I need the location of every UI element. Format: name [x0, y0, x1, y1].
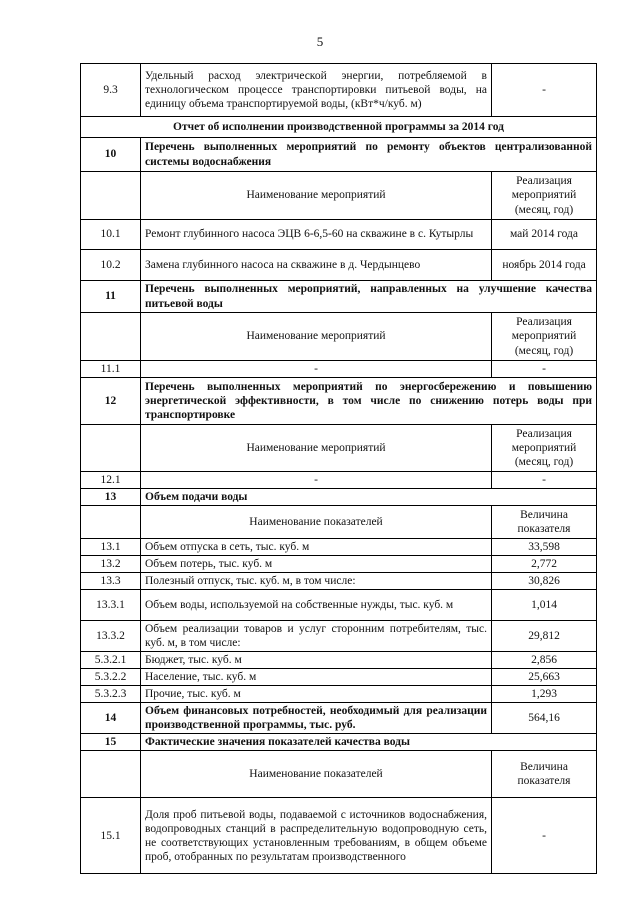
report-title: Отчет об исполнении производственной программы за 2014 год [81, 117, 597, 138]
row-text: Удельный расход электрической энергии, потребляемой в технологическом процессе транспортировки питьевой воды, на единицу объема транспортируемой воды, (кВт*ч/куб. м) [141, 64, 492, 117]
row-number: 5.3.2.1 [81, 652, 141, 669]
header-row [81, 506, 597, 539]
row-text: Замена глубинного насоса на скважине в д. Чердынцево [141, 250, 492, 281]
section-row [81, 734, 597, 751]
section-title: Фактические значения показателей качества воды [141, 734, 597, 751]
row-value: 25,663 [492, 669, 597, 686]
row-text: Объем потерь, тыс. куб. м [141, 556, 492, 573]
table-row [81, 798, 597, 874]
section-row [81, 703, 597, 734]
section-value: 564,16 [492, 703, 597, 734]
header-name: Наименование мероприятий [141, 172, 492, 220]
table-row [81, 539, 597, 556]
table-row [81, 686, 597, 703]
row-value: - [492, 64, 597, 117]
section-number: 15 [81, 734, 141, 751]
header-row [81, 313, 597, 361]
section-title: Перечень выполненных мероприятий, направленных на улучшение качества питьевой воды [141, 281, 597, 313]
table-row [81, 652, 597, 669]
header-value: Величина показателя [492, 506, 597, 539]
header-row [81, 751, 597, 798]
production-program-table [80, 63, 597, 874]
row-text: Бюджет, тыс. куб. м [141, 652, 492, 669]
empty-cell [81, 751, 141, 798]
row-text: Прочие, тыс. куб. м [141, 686, 492, 703]
section-title: Объем финансовых потребностей, необходимый для реализации производственной программы, тыс. руб. [141, 703, 492, 734]
section-number: 10 [81, 138, 141, 172]
section-row [81, 281, 597, 313]
table-row [81, 590, 597, 621]
row-number: 13.3.2 [81, 621, 141, 652]
row-value: 2,772 [492, 556, 597, 573]
row-value: 1,014 [492, 590, 597, 621]
row-value: май 2014 года [492, 220, 597, 250]
row-number: 15.1 [81, 798, 141, 874]
header-row [81, 425, 597, 472]
section-number: 14 [81, 703, 141, 734]
table-row [81, 621, 597, 652]
row-number: 13.3.1 [81, 590, 141, 621]
header-impl: Реализация мероприятий (месяц, год) [492, 172, 597, 220]
report-title-row [81, 117, 597, 138]
table-row [81, 556, 597, 573]
header-name: Наименование мероприятий [141, 313, 492, 361]
header-value: Величина показателя [492, 751, 597, 798]
header-name: Наименование мероприятий [141, 425, 492, 472]
section-number: 12 [81, 378, 141, 425]
empty-cell [81, 172, 141, 220]
row-value: - [492, 798, 597, 874]
table-row [81, 669, 597, 686]
header-name: Наименование показателей [141, 751, 492, 798]
header-impl: Реализация мероприятий (месяц, год) [492, 425, 597, 472]
row-value: 30,826 [492, 573, 597, 590]
row-text: Доля проб питьевой воды, подаваемой с источников водоснабжения, водопроводных станций в распределительную водопроводную сеть, не соответствующих установленным требованиям, в общем объеме проб, отобранных по результатам производственного [141, 798, 492, 874]
header-row [81, 172, 597, 220]
row-number: 13.1 [81, 539, 141, 556]
row-number: 12.1 [81, 472, 141, 489]
table-row [81, 573, 597, 590]
table-row [81, 472, 597, 489]
empty-cell [81, 506, 141, 539]
table-row [81, 64, 597, 117]
row-text: - [141, 361, 492, 378]
row-text: Ремонт глубинного насоса ЭЦВ 6-6,5-60 на скважине в с. Кутырлы [141, 220, 492, 250]
row-value: - [492, 361, 597, 378]
row-value: 1,293 [492, 686, 597, 703]
row-number: 13.2 [81, 556, 141, 573]
row-number: 10.2 [81, 250, 141, 281]
row-value: - [492, 472, 597, 489]
row-number: 5.3.2.2 [81, 669, 141, 686]
row-text: - [141, 472, 492, 489]
section-title: Перечень выполненных мероприятий по ремонту объектов централизованной системы водоснабжения [141, 138, 597, 172]
section-row [81, 378, 597, 425]
row-text: Объем отпуска в сеть, тыс. куб. м [141, 539, 492, 556]
section-number: 13 [81, 489, 141, 506]
row-text: Население, тыс. куб. м [141, 669, 492, 686]
row-number: 13.3 [81, 573, 141, 590]
header-impl: Реализация мероприятий (месяц, год) [492, 313, 597, 361]
empty-cell [81, 313, 141, 361]
row-number: 11.1 [81, 361, 141, 378]
section-title: Перечень выполненных мероприятий по энергосбережению и повышению энергетической эффективности, в том числе по снижению потерь воды при транспортировке [141, 378, 597, 425]
header-name: Наименование показателей [141, 506, 492, 539]
row-text: Объем воды, используемой на собственные нужды, тыс. куб. м [141, 590, 492, 621]
row-value: ноябрь 2014 года [492, 250, 597, 281]
row-text: Объем реализации товаров и услуг сторонним потребителям, тыс. куб. м, в том числе: [141, 621, 492, 652]
row-value: 2,856 [492, 652, 597, 669]
row-text: Полезный отпуск, тыс. куб. м, в том числе: [141, 573, 492, 590]
row-number: 9.3 [81, 64, 141, 117]
table-row [81, 250, 597, 281]
page-number: 5 [316, 34, 324, 49]
section-row [81, 138, 597, 172]
empty-cell [81, 425, 141, 472]
row-number: 5.3.2.3 [81, 686, 141, 703]
row-number: 10.1 [81, 220, 141, 250]
section-title: Объем подачи воды [141, 489, 597, 506]
row-value: 33,598 [492, 539, 597, 556]
table-row [81, 361, 597, 378]
table-row [81, 220, 597, 250]
section-row [81, 489, 597, 506]
row-value: 29,812 [492, 621, 597, 652]
section-number: 11 [81, 281, 141, 313]
